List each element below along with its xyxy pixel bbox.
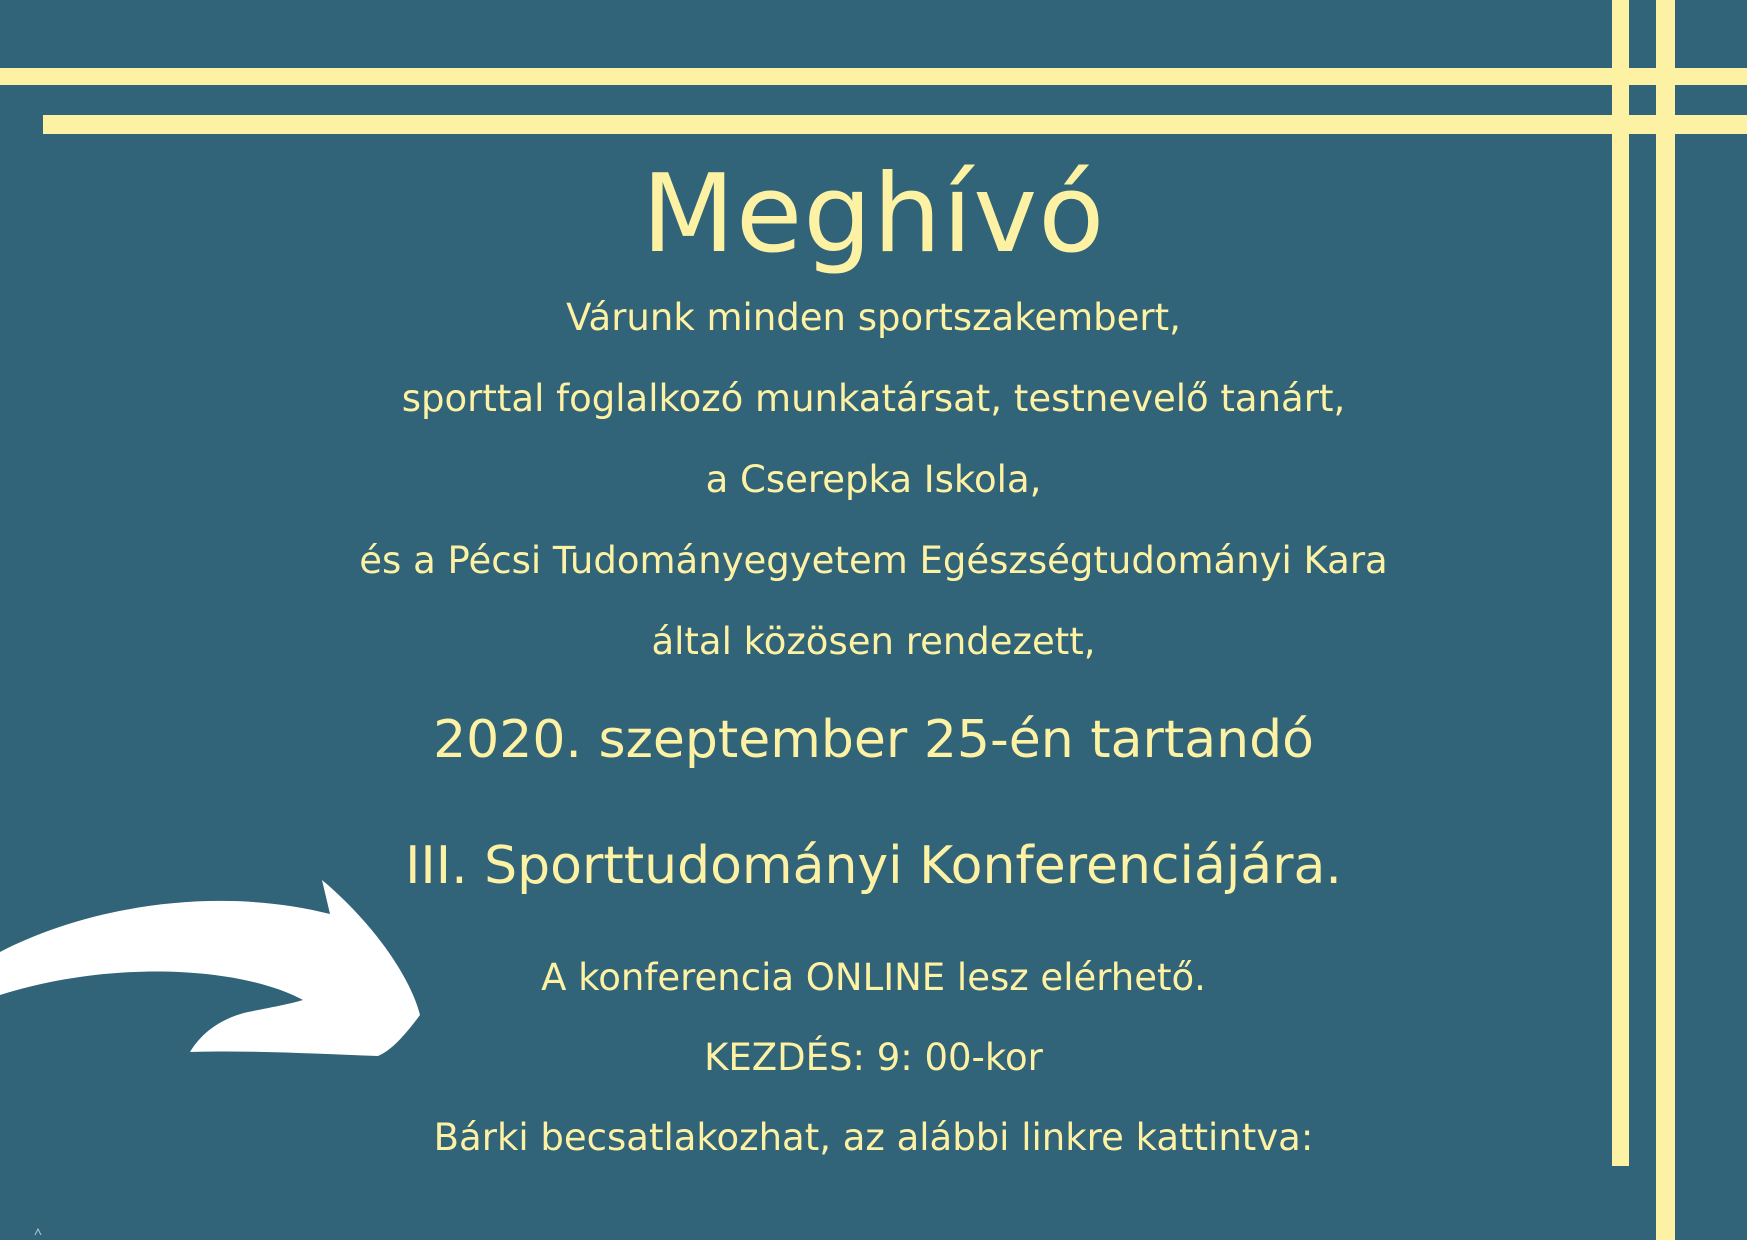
event-date: 2020. szeptember 25-én tartandó	[433, 710, 1314, 770]
event-name: III. Sporttudományi Konferenciájára.	[405, 836, 1342, 896]
invitation-title: Meghívó	[641, 152, 1106, 277]
start-time: KEZDÉS: 9: 00-kor	[704, 1036, 1043, 1079]
intro-line: sporttal foglalkozó munkatársat, testnevelő tanárt,	[401, 377, 1346, 420]
small-mark-icon	[34, 1228, 42, 1236]
join-instructions: Bárki becsatlakozhat, az alábbi linkre kattintva:	[433, 1116, 1314, 1159]
intro-line: a Cserepka Iskola,	[705, 458, 1042, 501]
intro-line: és a Pécsi Tudományegyetem Egészségtudományi Kara	[359, 539, 1388, 582]
decorative-line-top	[0, 68, 1747, 85]
intro-line: által közösen rendezett,	[651, 620, 1096, 663]
intro-line: Várunk minden sportszakembert,	[566, 296, 1181, 339]
curved-arrow-right-icon	[0, 880, 430, 1060]
intro-text	[0, 290, 1747, 695]
decorative-line-second	[43, 115, 1747, 134]
online-notice: A konferencia ONLINE lesz elérhető.	[541, 956, 1206, 999]
